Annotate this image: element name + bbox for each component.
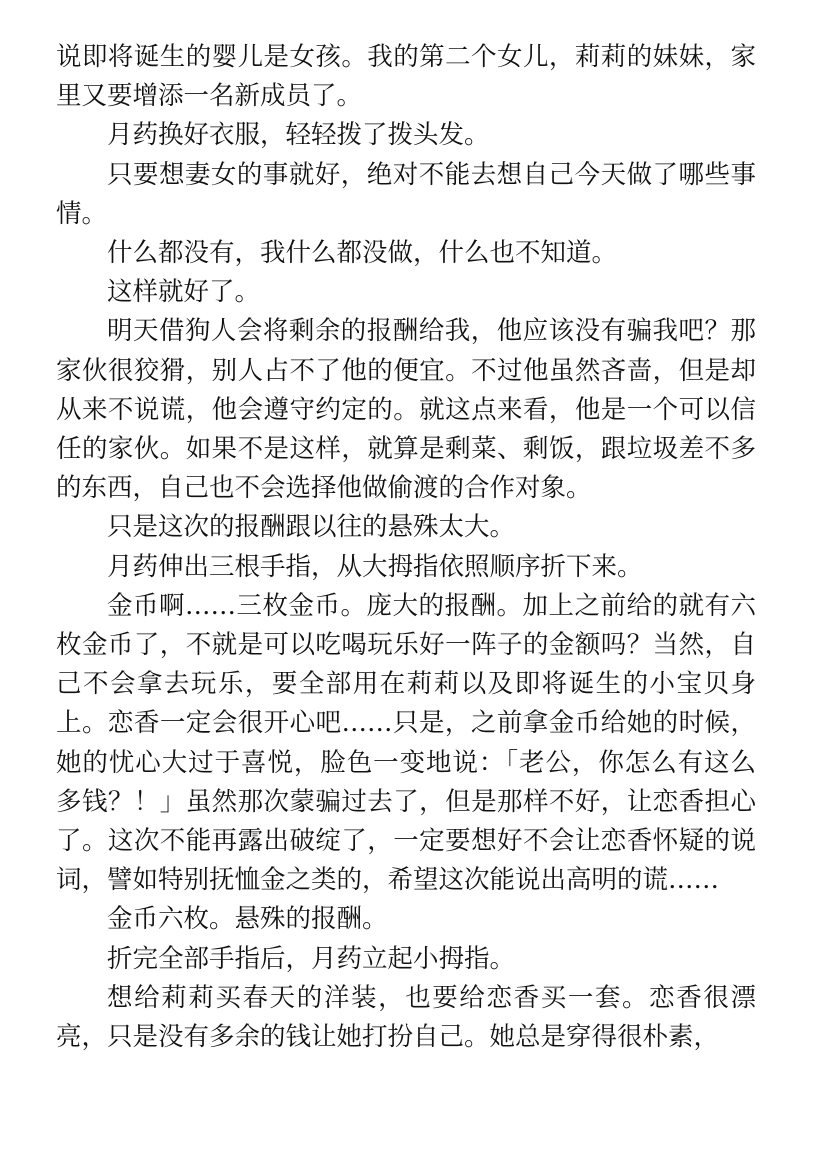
paragraph-9: 金币啊……三枚金币。庞大的报酬。加上之前给的就有六枚金币了，不就是可以吃喝玩乐好一阵子的金额吗？当然，自己不会拿去玩乐，要全部用在莉莉以及即将诞生的小宝贝身上。恋香一定会很开心吧……只是，之前拿金币给她的时候，她的忧心大过于喜悦，脸色一变地说：「老公，你怎么有这么多钱？！」虽然那次蒙骗过去了，但是那样不好，让恋香担心了。这次不能再露出破绽了，一定要想好不会让恋香怀疑的说词，譬如特别抚恤金之类的，希望这次能说出高明的谎…… [56, 590, 756, 896]
paragraph-2: 月药换好衣服，轻轻拨了拨头发。 [107, 120, 490, 151]
paragraph-11: 折完全部手指后，月药立起小拇指。 [107, 943, 516, 974]
paragraph-7: 只是这次的报酬跟以往的悬殊太大。 [107, 512, 516, 543]
page-body [56, 38, 756, 1057]
paragraph-8: 月药伸出三根手指，从大拇指依照顺序折下来。 [107, 551, 643, 582]
paragraph-6: 明天借狗人会将剩余的报酬给我，他应该没有骗我吧？那家伙很狡猾，别人占不了他的便宜。不过他虽然吝啬，但是却从来不说谎，他会遵守约定的。就这点来看，他是一个可以信任的家伙。如果不是这样，就算是剩菜、剩饭，跟垃圾差不多的东西，自己也不会选择他做偷渡的合作对象。 [56, 316, 756, 504]
paragraph-1: 说即将诞生的婴儿是女孩。我的第二个女儿，莉莉的妹妹，家里又要增添一名新成员了。 [56, 42, 756, 112]
paragraph-4: 什么都没有，我什么都没做，什么也不知道。 [107, 238, 618, 269]
paragraph-5: 这样就好了。 [107, 277, 261, 308]
paragraph-3: 只要想妻女的事就好，绝对不能去想自己今天做了哪些事情。 [56, 159, 756, 229]
paragraph-10: 金币六枚。悬殊的报酬。 [107, 904, 388, 935]
paragraph-12: 想给莉莉买春天的洋装，也要给恋香买一套。恋香很漂亮，只是没有多余的钱让她打扮自己。她总是穿得很朴素， [56, 982, 756, 1053]
